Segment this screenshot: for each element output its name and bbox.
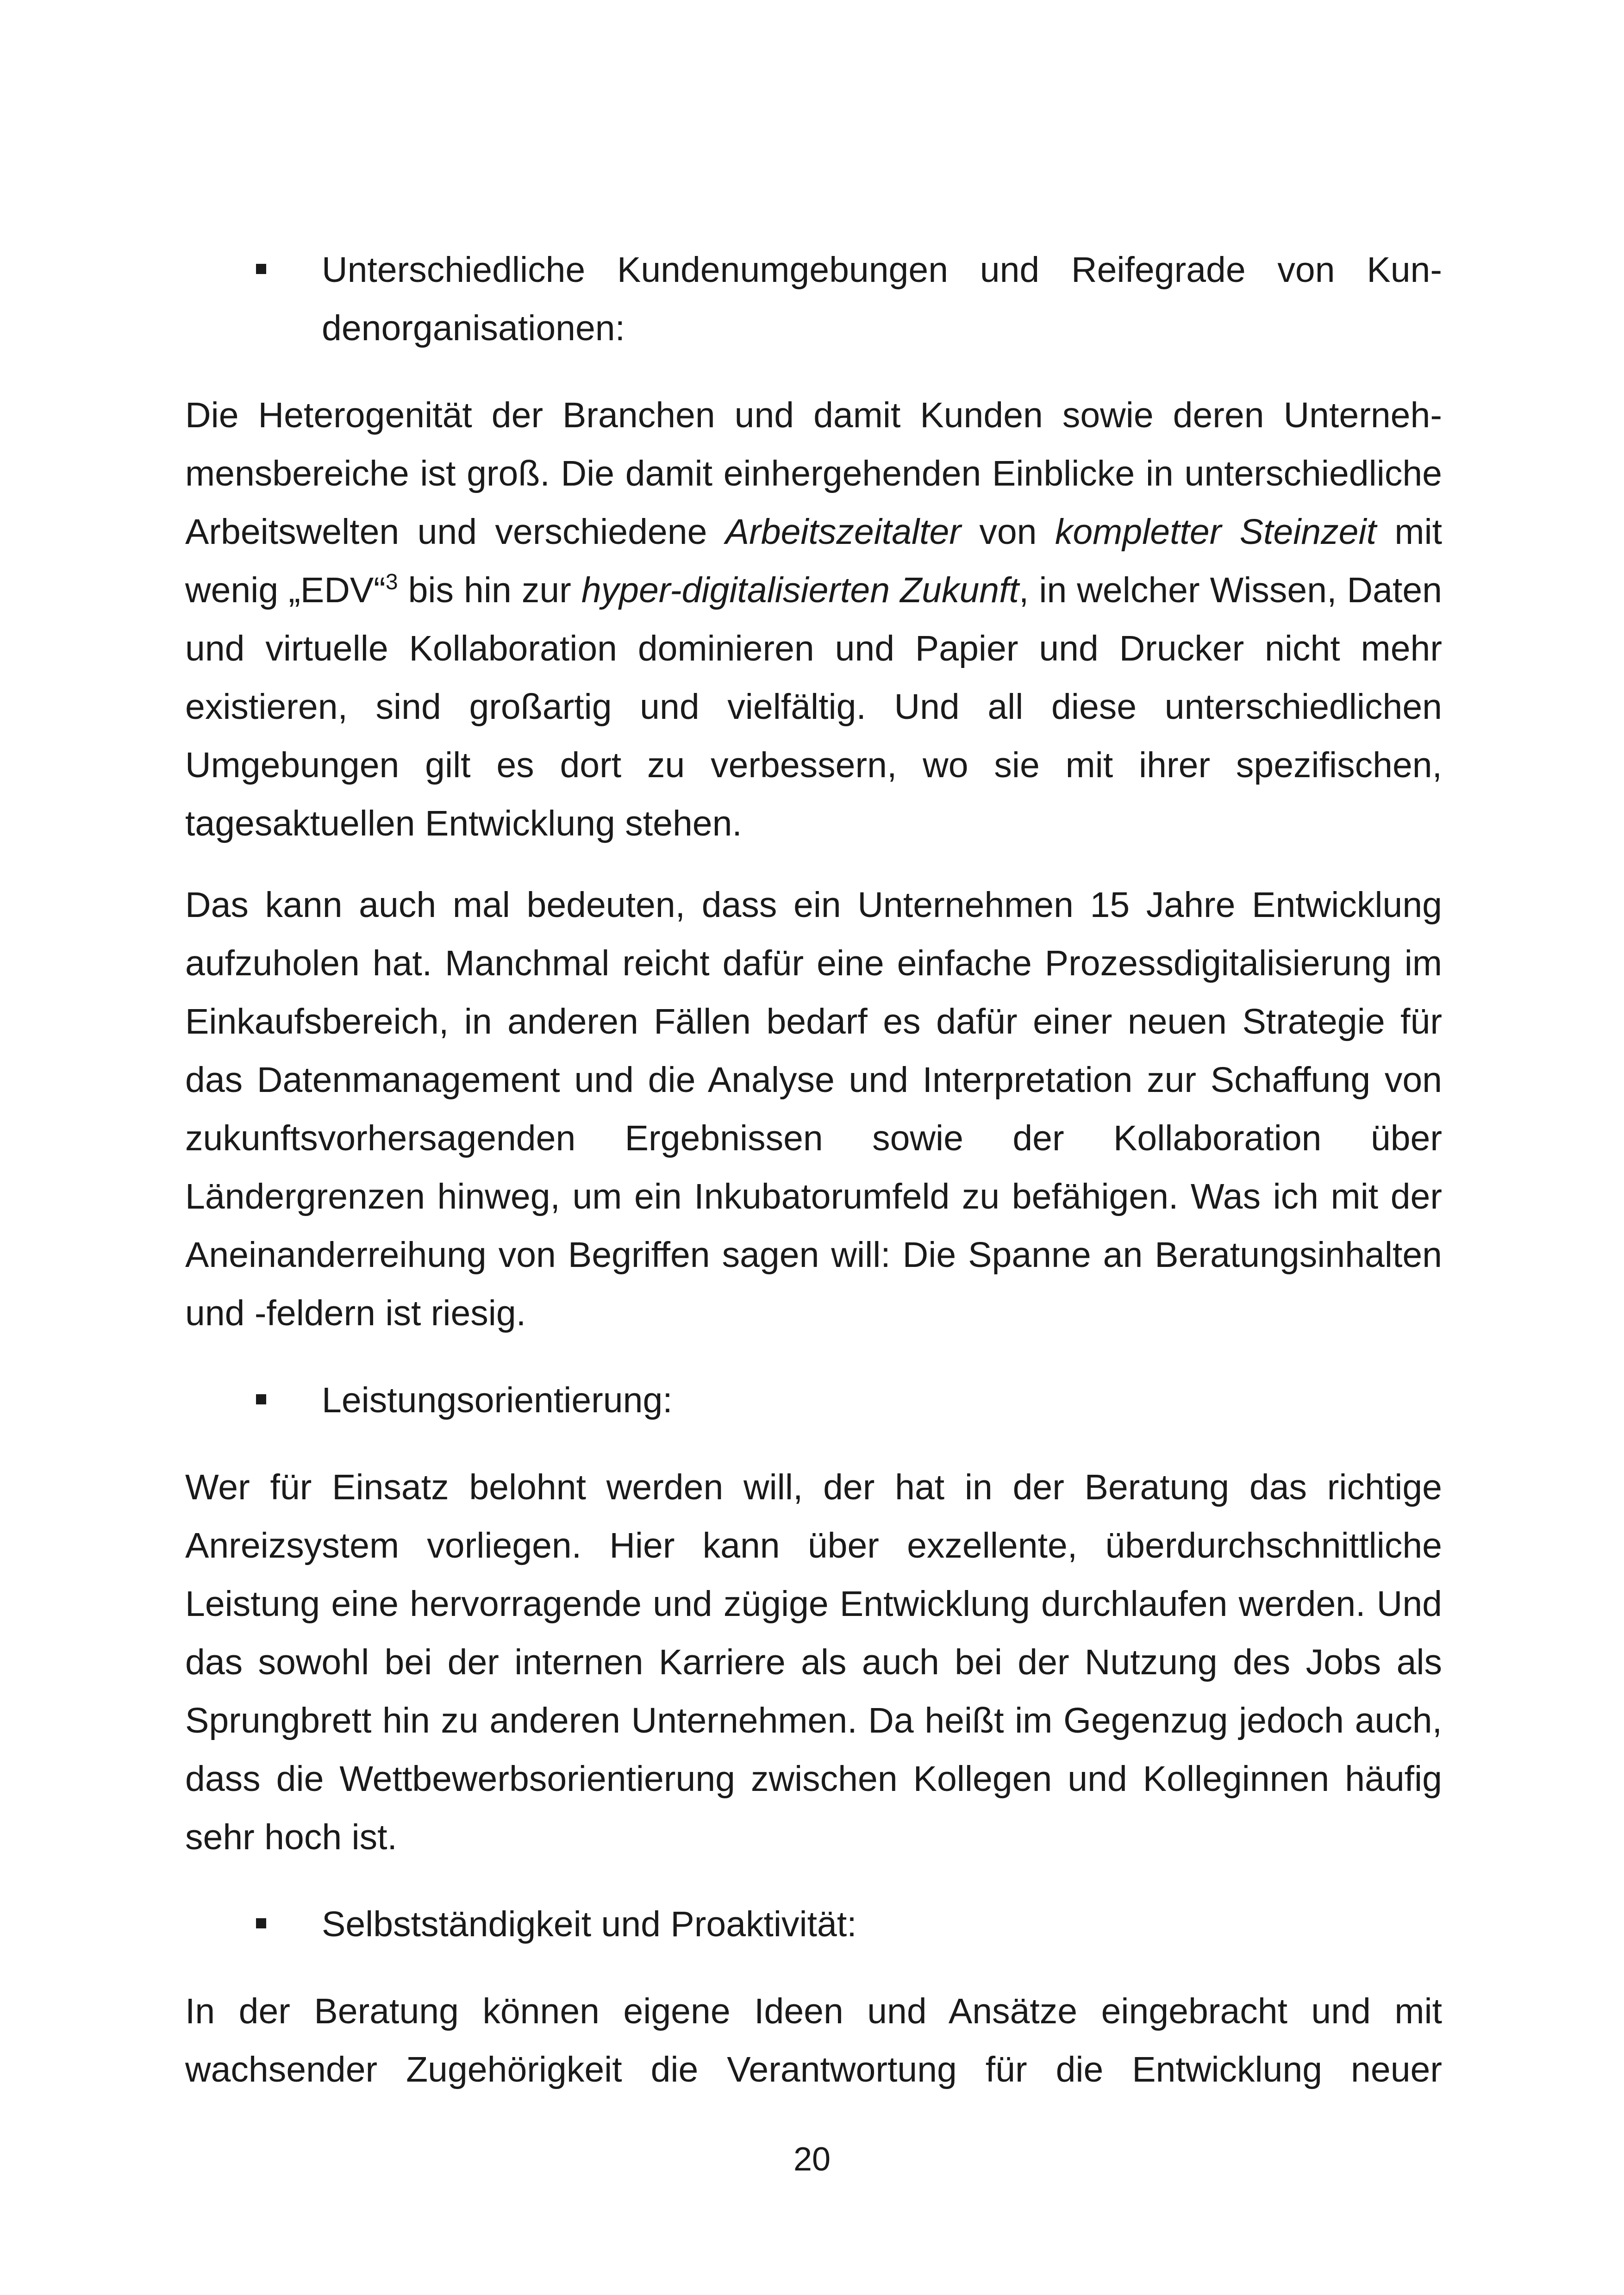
emphasis-zukunft: hyper-digitalisierten Zukunft [581,570,1019,610]
paragraph-anreizsystem: Wer für Einsatz belohnt werden will, der hat in der Beratung das richtige Anreizsystem vorliegen. Hier kann über exzellente, überdurchschnittliche Leistung eine hervorragende und zügige Entwicklung durchlaufen werden. Und das sowohl bei der internen Karriere als auch bei der Nutzung des Jobs als Sprungbrett hin zu anderen Unternehmen. Da heißt im Gegenzug jedoch auch, dass die Wettbewerbsorientierung zwischen Kollegen und Kolleginnen häufig sehr hoch ist. [185,1467,1442,1857]
paragraph-entwicklung: Das kann auch mal bedeuten, dass ein Unternehmen 15 Jahre Entwicklung aufzuholen hat. Manchmal reicht dafür eine einfache Prozessdigitalisierung im Einkaufsbereich, in anderen Fällen bedarf es dafür einer neuen Strategie für das Datenmanagement und die Analyse und Interpretation zur Schaffung von zukunftsvorhersagenden Ergebnissen sowie der Kollaboration über Ländergrenzen hinweg, um ein Inkubatorumfeld zu befähigen. Was ich mit der Aneinanderreihung von Begriffen sagen will: Die Spanne an Beratungsinhalten und -feldern ist riesig. [185,885,1442,1333]
paragraph-ideen: In der Beratung können eigene Ideen und Ansätze eingebracht und mit wachsender Zugehörigkeit die Verantwortung für die Entwicklung neuer [185,1991,1442,2089]
bullet-text: Selbstständigkeit und Proaktivität: [322,1904,857,1944]
bullet-item-kundenumgebungen [185,241,1442,357]
bullet-item-selbststaendigkeit [185,1895,1442,1953]
emphasis-arbeitszeitalter: Arbeitszeitalter [725,512,962,552]
paragraph-heterogenitaet: Die Heterogenität der Branchen und damit Kunden sowie deren Unternehmensbereiche ist groß. Die damit einhergehenden Einblicke in unterschiedliche Arbeitswelten und verschiedene Arbeitszeitalter von kompletter Steinzeit mit wenig „EDV“$^3$ bis hin zur hyper-digitalisierten Zukunft, in welcher Wissen, Daten und virtuelle Kollaboration dominieren und Papier und Drucker nicht mehr existieren, sind großartig und vielfältig. Und all diese unterschiedlichen Umgebungen gilt es dort zu verbessern, wo sie mit ihrer spezifischen, tagesaktuellen Entwicklung stehen. [185,395,1443,843]
square-bullet-icon [256,1918,266,1928]
square-bullet-icon [256,1394,266,1404]
emphasis-steinzeit: kompletter Steinzeit [1055,512,1377,552]
page-content [185,241,1442,2099]
footnote-marker[interactable]: 3 [385,570,398,594]
bullet-text: Unterschiedliche Kundenumgebungen und Reifegrade von Kundenorganisationen: [322,250,1442,348]
bullet-item-leistungsorientierung [185,1371,1442,1429]
square-bullet-icon [256,264,266,274]
page-number: 20 [793,2141,831,2178]
bullet-text: Leistungsorientierung: [322,1380,673,1420]
